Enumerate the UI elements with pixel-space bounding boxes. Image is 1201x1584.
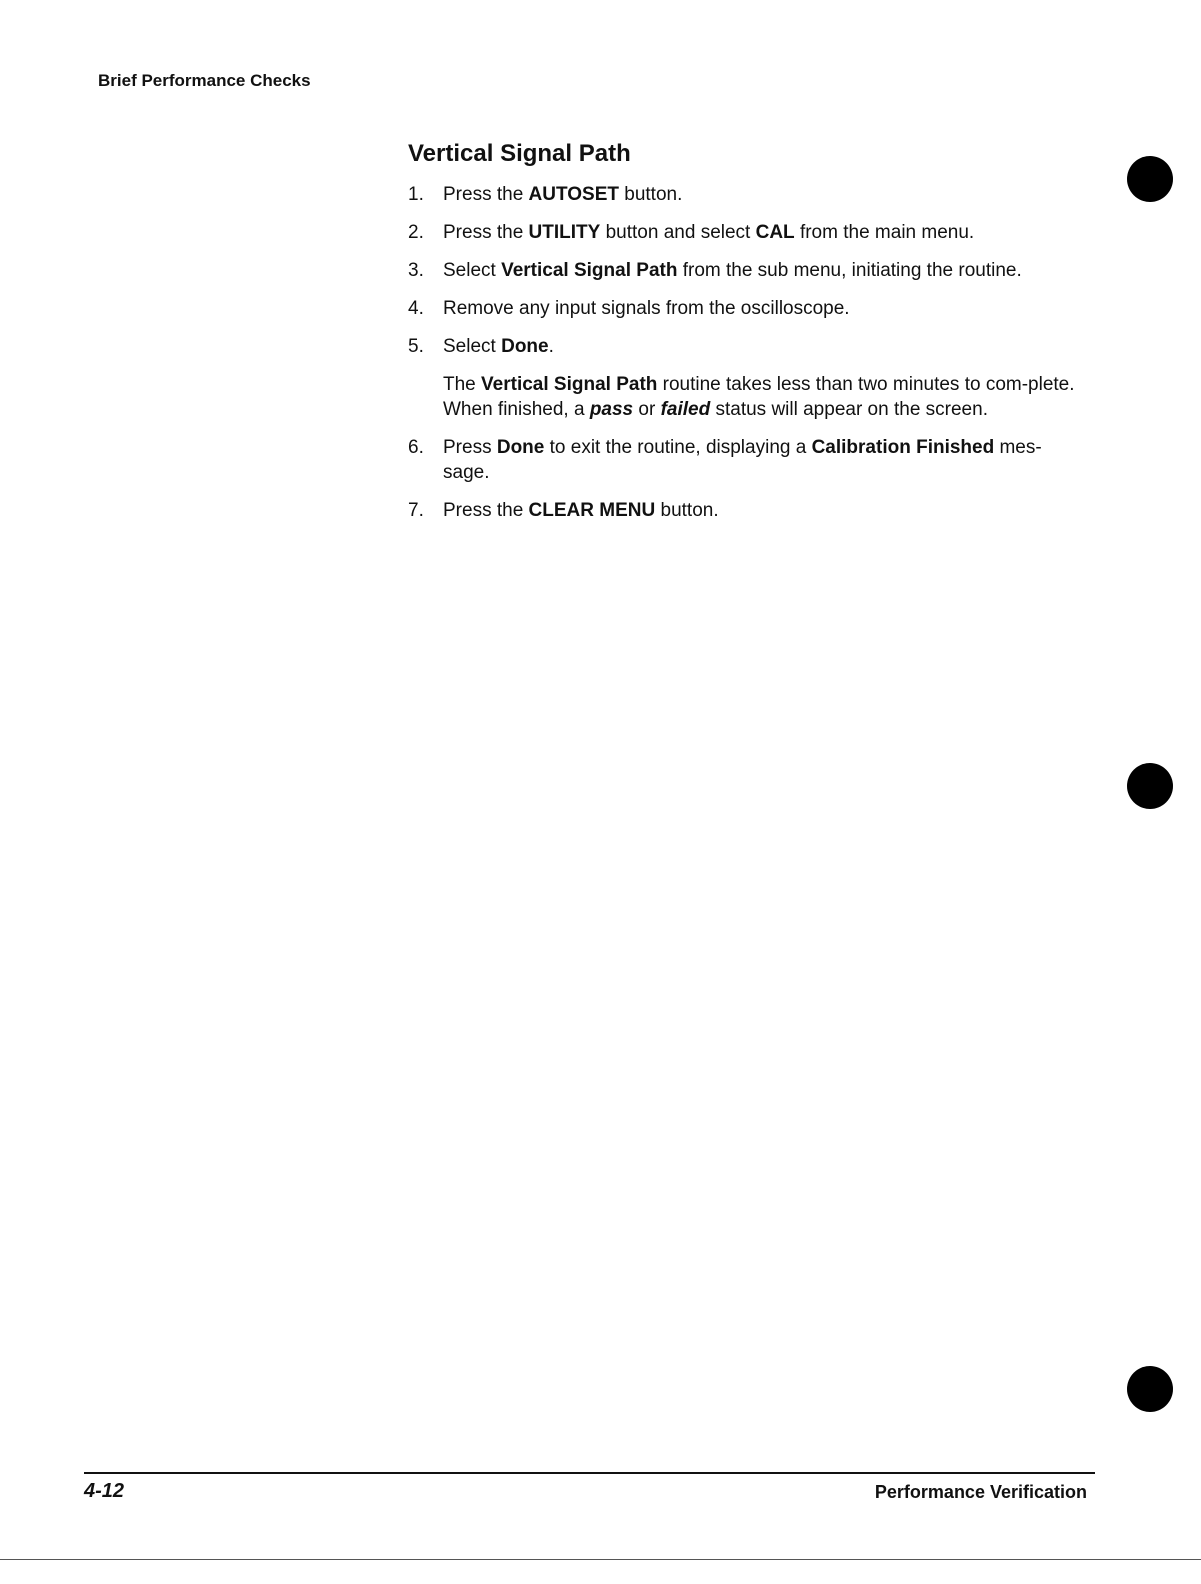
step-1: [408, 182, 1078, 207]
vertical-signal-path-label: Vertical Signal Path: [481, 374, 658, 395]
section-title: Vertical Signal Path: [408, 140, 631, 167]
binder-hole-bottom: [1127, 1366, 1173, 1412]
footer-section-name: Performance Verification: [874, 1482, 1087, 1502]
procedure-steps: [408, 182, 1078, 536]
done-label: Done: [496, 437, 545, 458]
step-number: 2.: [408, 222, 424, 243]
step-5-note: The Vertical Signal Path routine takes less than two minutes to com-plete. When finished, a pass or failed status will appear on the screen.: [443, 374, 1075, 420]
step-text: Press the UTILITY button and select CAL from the main menu.: [443, 222, 975, 243]
step-number: 5.: [408, 336, 424, 357]
failed-status-label: failed: [660, 399, 711, 420]
step-text: Select Done.: [443, 336, 554, 357]
step-text: Press the CLEAR MENU button.: [443, 500, 719, 521]
autoset-button-label: AUTOSET: [528, 184, 619, 205]
step-number: 6.: [408, 437, 424, 458]
step-7: [408, 498, 1078, 523]
done-label: Done: [501, 336, 549, 357]
step-3: [408, 258, 1078, 283]
step-number: 4.: [408, 298, 424, 319]
clear-menu-button-label: CLEAR MENU: [528, 500, 656, 521]
binder-hole-middle: [1127, 763, 1173, 809]
step-text: Press Done to exit the routine, displaying a Calibration Finished mes-sage.: [443, 437, 1042, 483]
page-number: 4-12: [84, 1480, 125, 1502]
page-edge-line: [0, 1559, 1201, 1560]
pass-status-label: pass: [589, 399, 634, 420]
binder-hole-top: [1127, 156, 1173, 202]
step-text: Remove any input signals from the oscilloscope.: [443, 298, 850, 319]
running-header: Brief Performance Checks: [98, 71, 311, 90]
step-number: 7.: [408, 500, 424, 521]
step-4: [408, 296, 1078, 321]
step-2: [408, 220, 1078, 245]
step-number: 1.: [408, 184, 424, 205]
step-text: Select Vertical Signal Path from the sub menu, initiating the routine.: [443, 260, 1022, 281]
step-5: [408, 334, 1078, 359]
calibration-finished-label: Calibration Finished: [811, 437, 995, 458]
step-6: [408, 435, 1078, 485]
step-number: 3.: [408, 260, 424, 281]
utility-button-label: UTILITY: [528, 222, 601, 243]
vertical-signal-path-label: Vertical Signal Path: [501, 260, 678, 281]
footer-rule: [84, 1472, 1095, 1474]
cal-menu-label: CAL: [755, 222, 795, 243]
step-text: Press the AUTOSET button.: [443, 184, 683, 205]
